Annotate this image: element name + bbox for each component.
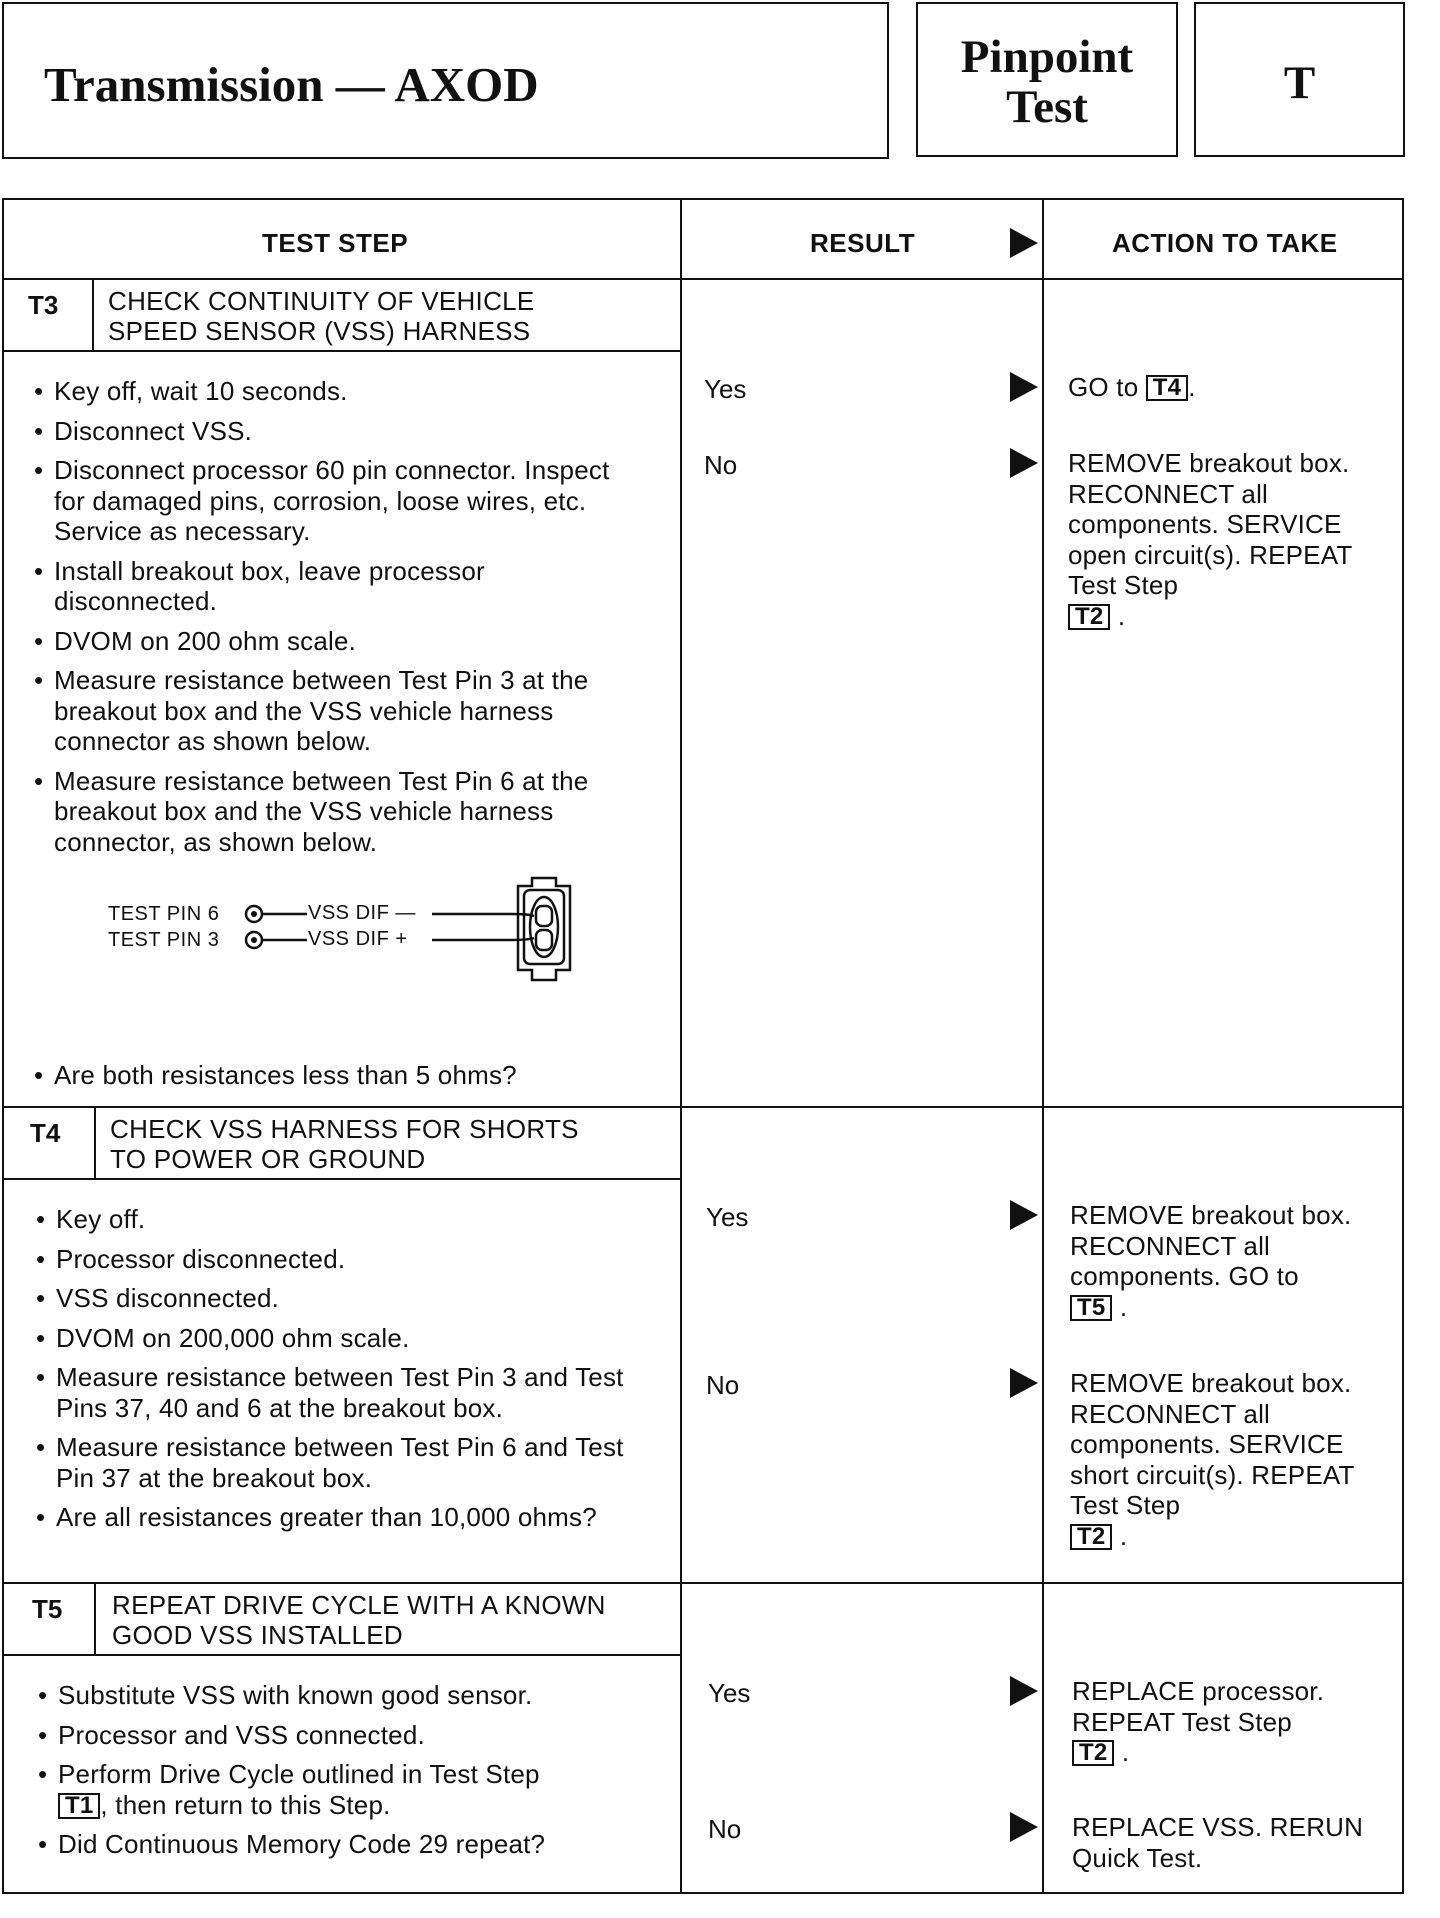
list-item: • Are both resistances less than 5 ohms? — [32, 1060, 632, 1091]
step-divider-t3-t4 — [4, 1106, 1402, 1108]
result-arrow-icon — [1010, 448, 1038, 478]
step-id-divider — [94, 1582, 96, 1654]
column-header-result: RESULT — [810, 228, 916, 258]
list-item: • DVOM on 200,000 ohm scale. — [34, 1323, 654, 1354]
header-section-box — [1194, 2, 1405, 157]
result-arrow-icon — [1010, 1200, 1038, 1230]
step-id-t5: T5 — [32, 1594, 63, 1624]
column-divider-action — [1042, 200, 1044, 1892]
list-item: • Perform Drive Cycle outlined in Test Step T1 , then return to this Step. — [36, 1759, 656, 1820]
step-ref-t2[interactable]: T2 — [1068, 604, 1110, 630]
vss-harness-connector-icon — [512, 878, 570, 980]
step-bullets-t5 — [36, 1680, 656, 1869]
list-item: • Disconnect VSS. — [32, 416, 632, 447]
step-title-divider — [4, 1178, 680, 1180]
pin3-label: TEST PIN 3 — [108, 929, 220, 951]
step-question-t3 — [32, 1060, 632, 1100]
step-ref-t5[interactable]: T5 — [1070, 1295, 1112, 1321]
list-item: • Measure resistance between Test Pin 6 at the breakout box and the VSS vehicle harness connector, as shown below. — [32, 766, 632, 858]
action-yes-t5: REPLACE processor. REPEAT Test Step T2 . — [1072, 1676, 1325, 1767]
result-yes-t3: Yes — [704, 374, 747, 404]
column-divider-result — [680, 200, 682, 1892]
step-ref-t2[interactable]: T2 — [1072, 1740, 1114, 1766]
step-title-t3: CHECK CONTINUITY OF VEHICLE SPEED SENSOR (VSS) HARNESS — [108, 286, 535, 346]
test-pin-3-terminal — [246, 932, 307, 948]
action-no-t4: REMOVE breakout box. RECONNECT all components. SERVICE short circuit(s). REPEAT Test Step T2 . — [1070, 1368, 1355, 1551]
pin6-signal-label: VSS DIF — — [308, 902, 416, 924]
step-id-divider — [92, 278, 94, 350]
result-arrow-icon — [1010, 1676, 1038, 1706]
step-title-divider — [4, 350, 680, 352]
action-yes-t3: GO to T4 . — [1068, 372, 1196, 402]
result-no-t5: No — [708, 1814, 742, 1844]
step-ref-t1[interactable]: T1 — [58, 1793, 100, 1819]
pinpoint-test-table — [2, 198, 1404, 1894]
list-item: • Processor and VSS connected. — [36, 1720, 656, 1751]
step-bullets-t4 — [34, 1204, 654, 1542]
list-item: • Key off, wait 10 seconds. — [32, 376, 632, 407]
step-ref-t2[interactable]: T2 — [1070, 1524, 1112, 1550]
step-divider-t4-t5 — [4, 1582, 1402, 1584]
list-item: • Key off. — [34, 1204, 654, 1235]
list-item: • Processor disconnected. — [34, 1244, 654, 1275]
step-title-t4: CHECK VSS HARNESS FOR SHORTS TO POWER OR GROUND — [110, 1114, 579, 1174]
step-bullets-t3 — [32, 376, 632, 866]
result-yes-t5: Yes — [708, 1678, 751, 1708]
list-item: • VSS disconnected. — [34, 1283, 654, 1314]
header-title-box — [2, 2, 889, 159]
list-item: • Disconnect processor 60 pin connector. Inspect for damaged pins, corrosion, loose wires, etc. Service as necessary. — [32, 455, 632, 547]
header-pinpoint-box — [916, 2, 1178, 157]
result-no-t4: No — [706, 1370, 740, 1400]
list-item: • DVOM on 200 ohm scale. — [32, 626, 632, 657]
list-item: • Did Continuous Memory Code 29 repeat? — [36, 1829, 656, 1860]
list-item: • Measure resistance between Test Pin 3 at the breakout box and the VSS vehicle harness connector as shown below. — [32, 665, 632, 757]
action-yes-t4: REMOVE breakout box. RECONNECT all components. GO to T5 . — [1070, 1200, 1352, 1322]
column-header-test-step: TEST STEP — [262, 228, 409, 258]
list-item: • Are all resistances greater than 10,000 ohms? — [34, 1502, 654, 1533]
result-arrow-icon — [1010, 372, 1038, 402]
result-no-t3: No — [704, 450, 738, 480]
action-no-t3: REMOVE breakout box. RECONNECT all components. SERVICE open circuit(s). REPEAT Test Step T2 . — [1068, 448, 1352, 631]
step-title-t5: REPEAT DRIVE CYCLE WITH A KNOWN GOOD VSS INSTALLED — [112, 1590, 606, 1650]
list-item: • Substitute VSS with known good sensor. — [36, 1680, 656, 1711]
list-item: • Install breakout box, leave processor disconnected. — [32, 556, 632, 617]
connector-drawing — [104, 870, 584, 990]
column-header-action: ACTION TO TAKE — [1112, 228, 1338, 258]
list-item: • Measure resistance between Test Pin 3 and Test Pins 37, 40 and 6 at the breakout box. — [34, 1362, 654, 1423]
pin3-signal-label: VSS DIF + — [308, 928, 408, 950]
test-pin-6-terminal — [246, 906, 307, 922]
result-arrow-icon — [1010, 1368, 1038, 1398]
step-title-divider — [4, 1654, 680, 1656]
pinpoint-label-line2: Test — [1006, 81, 1088, 133]
action-no-t5: REPLACE VSS. RERUN Quick Test. — [1072, 1812, 1364, 1873]
header-row-divider — [4, 278, 1402, 280]
page-title: Transmission — AXOD — [44, 57, 539, 112]
pinpoint-label-line1: Pinpoint — [960, 31, 1134, 83]
result-arrow-icon — [1010, 1812, 1038, 1842]
step-id-t4: T4 — [30, 1118, 61, 1148]
list-item: • Measure resistance between Test Pin 6 and Test Pin 37 at the breakout box. — [34, 1432, 654, 1493]
pin6-label: TEST PIN 6 — [108, 903, 220, 925]
step-ref-t4[interactable]: T4 — [1146, 375, 1188, 401]
step-id-divider — [94, 1106, 96, 1178]
result-yes-t4: Yes — [706, 1202, 749, 1232]
step-id-t3: T3 — [28, 290, 59, 320]
result-arrow-icon — [1010, 228, 1038, 258]
section-letter: T — [1283, 57, 1316, 109]
